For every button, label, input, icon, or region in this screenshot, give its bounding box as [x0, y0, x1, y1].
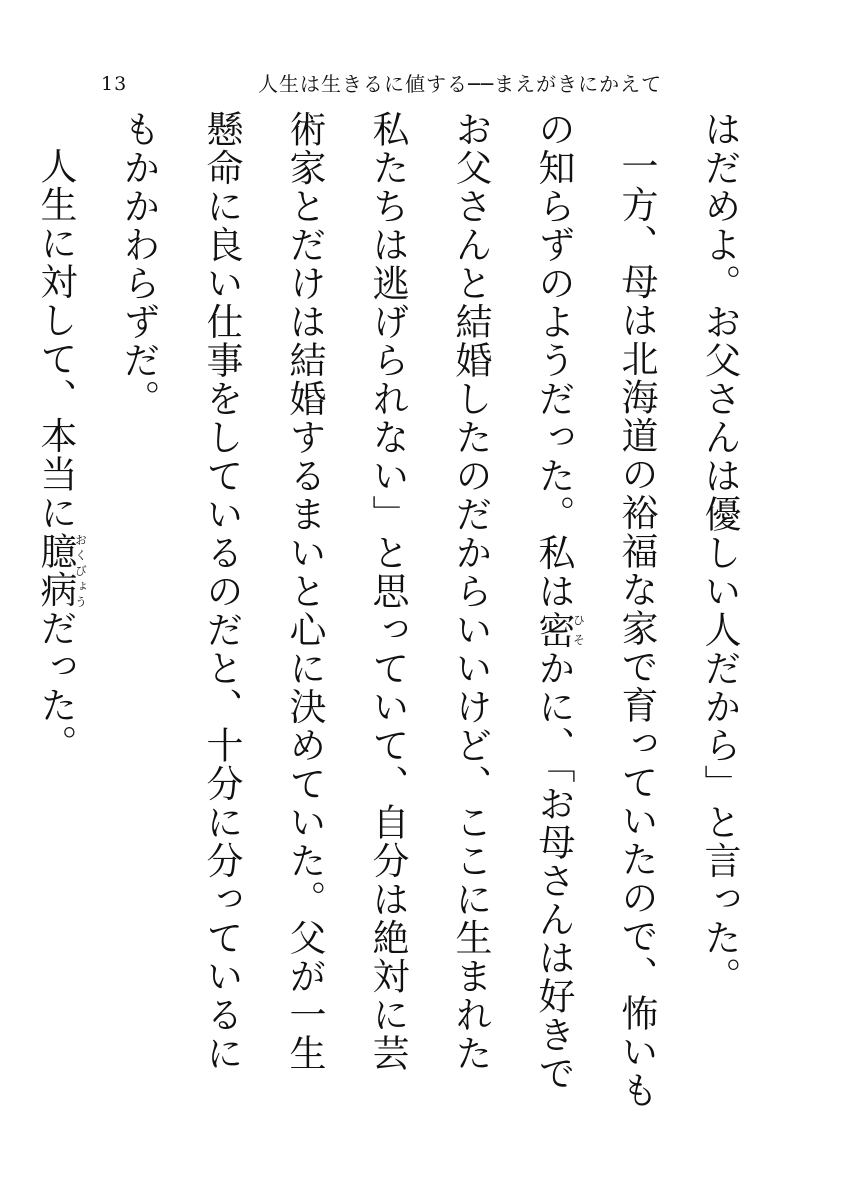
text-run: だった。	[34, 609, 77, 763]
paragraph	[14, 110, 97, 1110]
ruby-base: 密	[532, 610, 575, 649]
paragraph	[678, 110, 761, 1110]
ruby-word	[532, 610, 586, 650]
ruby-word	[34, 532, 88, 609]
text-run: かに、「お母さんは好きでお父さんと結婚したのだからいいけど、ここに生まれた私たちは逃げられない」と思っていて、自分は絶対に芸術家とだけは結婚するまいと心に決めていた。父が一生懸命に良い仕事をしているのだと、十分に分っているにもかかわらずだ。	[117, 110, 575, 1093]
running-header	[0, 70, 841, 98]
text-run: はだめよ。お父さんは優しい人だから」と言った。	[698, 110, 741, 996]
page-number: 13	[101, 73, 128, 95]
ruby-reading: ひそ	[571, 610, 586, 649]
paragraph	[97, 110, 678, 1110]
text-run: 人生に対して、本当に	[34, 147, 77, 532]
ruby-base: 臆病	[34, 532, 77, 609]
paragraph	[0, 110, 14, 1110]
running-title: 人生は生きるに値する──まえがきにかえて	[258, 72, 663, 96]
text-run: 一方、母は北海道の裕福な家で育っていたので、怖いもの知らずのようだった。私は	[532, 110, 658, 1110]
ruby-reading: おくびょう	[73, 532, 88, 609]
body-text	[0, 110, 761, 1110]
